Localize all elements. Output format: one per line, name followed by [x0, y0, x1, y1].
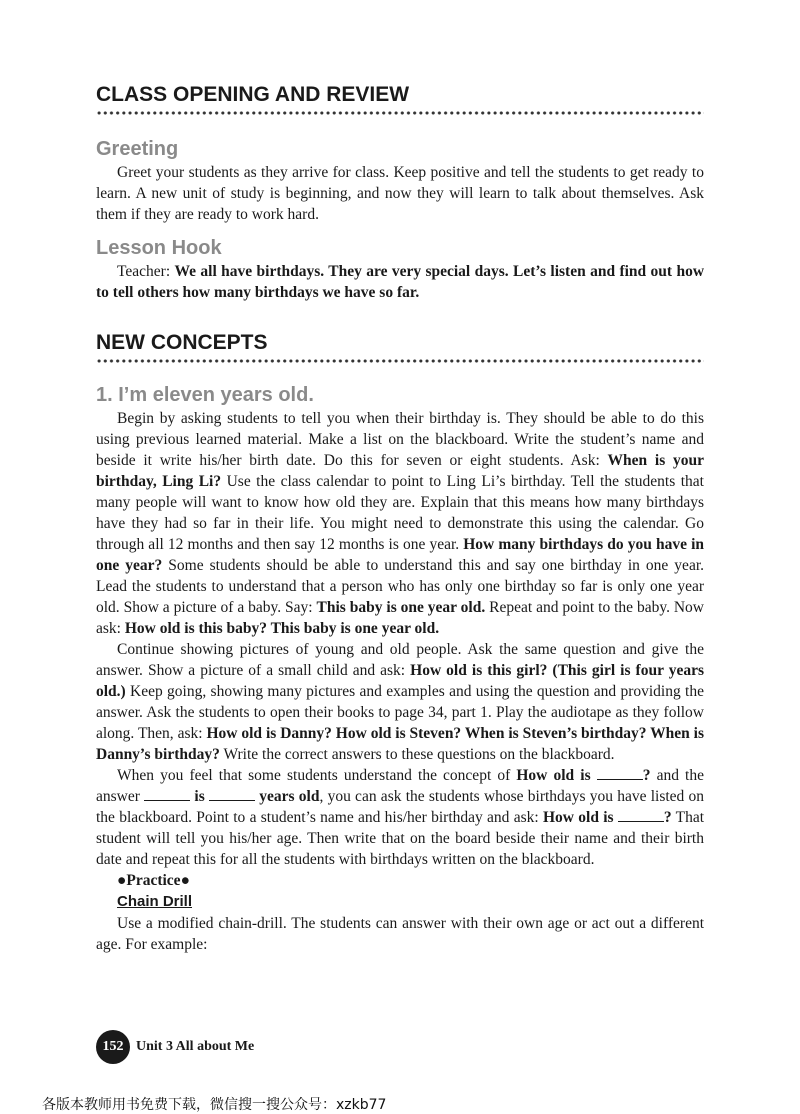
lesson-hook-paragraph: [96, 261, 704, 303]
concept-paragraph-3: When you feel that some students understand the concept of How old is ? and the answer is years old, you can ask the students whose birthdays you have listed on the blackboard. Point to a student’s name and his/her birthday and ask: How old is ? That student will tell you his/her age. Then write that on the board beside their name and their birth date and repeat this for all the students with birthdays written on the blackboard.: [96, 767, 705, 868]
page-footer: [96, 1030, 254, 1064]
blank-line: [597, 767, 643, 780]
dotted-divider: [96, 110, 704, 116]
page-content: [96, 80, 704, 955]
chain-drill-paragraph: Use a modified chain-drill. The students can answer with their own age or act out a different age. For example:: [96, 915, 704, 953]
blank-line: [144, 788, 190, 801]
unit-label: Unit 3 All about Me: [136, 1039, 255, 1054]
page-number-badge: 152: [96, 1030, 130, 1064]
concept-paragraph-2: Continue showing pictures of young and old people. Ask the same question and give the answer. Show a picture of a small child and ask: How old is this girl? (This girl is four years old.) Keep going, showing many pictures and examples and using the question and providing the answer. Ask the students to open their books to page 34, part 1. Play the audiotape as they follow along. Then, ask: How old is Danny? How old is Steven? When is Steven’s birthday? When is Danny’s birthday? Write the correct answers to these questions on the blackboard.: [96, 641, 705, 763]
chain-drill-heading: Chain Drill: [117, 893, 193, 910]
greeting-heading: Greeting: [96, 138, 179, 160]
section-title-new-concepts: NEW CONCEPTS: [96, 331, 268, 354]
blank-line: [618, 809, 664, 822]
section-new-concepts: [96, 330, 704, 364]
concept-1-heading: 1. I’m eleven years old.: [96, 384, 314, 406]
section-class-opening: [96, 82, 704, 116]
practice-label: ●Practice●: [117, 872, 190, 889]
dotted-divider: [96, 358, 704, 364]
concept-paragraph-1: Begin by asking students to tell you when their birthday is. They should be able to do this using previous learned material. Make a list on the blackboard. Write the student’s name and beside it write his/her birth date. Do this for seven or eight students. Ask: When is your birthday, Ling Li? Use the class calendar to point to Ling Li’s birthday. Tell the students that many people will want to know how old they are. Explain that this means how many birthdays have they had so far in their life. You might need to demonstrate this using the calendar. Go through all 12 months and then say 12 months is one year. How many birthdays do you have in one year? Some students should be able to understand this and say one birthday in one year. Lead the students to understand that a person who has only one birthday so far is only one year old. Show a picture of a baby. Say: This baby is one year old. Repeat and point to the baby. Now ask: How old is this baby? This baby is one year old.: [96, 410, 705, 637]
blank-line: [209, 788, 255, 801]
lesson-hook-heading: Lesson Hook: [96, 237, 222, 259]
hook-line: We all have birthdays. They are very special days. Let’s listen and find out how to tell others how many birthdays we have so far.: [96, 263, 705, 301]
teacher-label: Teacher:: [117, 263, 175, 280]
greeting-paragraph: Greet your students as they arrive for class. Keep positive and tell the students to get ready to learn. A new unit of study is beginning, and now they will learn to talk about themselves. Ask them if they are ready to work hard.: [96, 164, 704, 223]
section-title-class-opening: CLASS OPENING AND REVIEW: [96, 83, 410, 106]
watermark-text: 各版本教师用书免费下载，微信搜一搜公众号：xzkb77: [42, 1097, 387, 1113]
